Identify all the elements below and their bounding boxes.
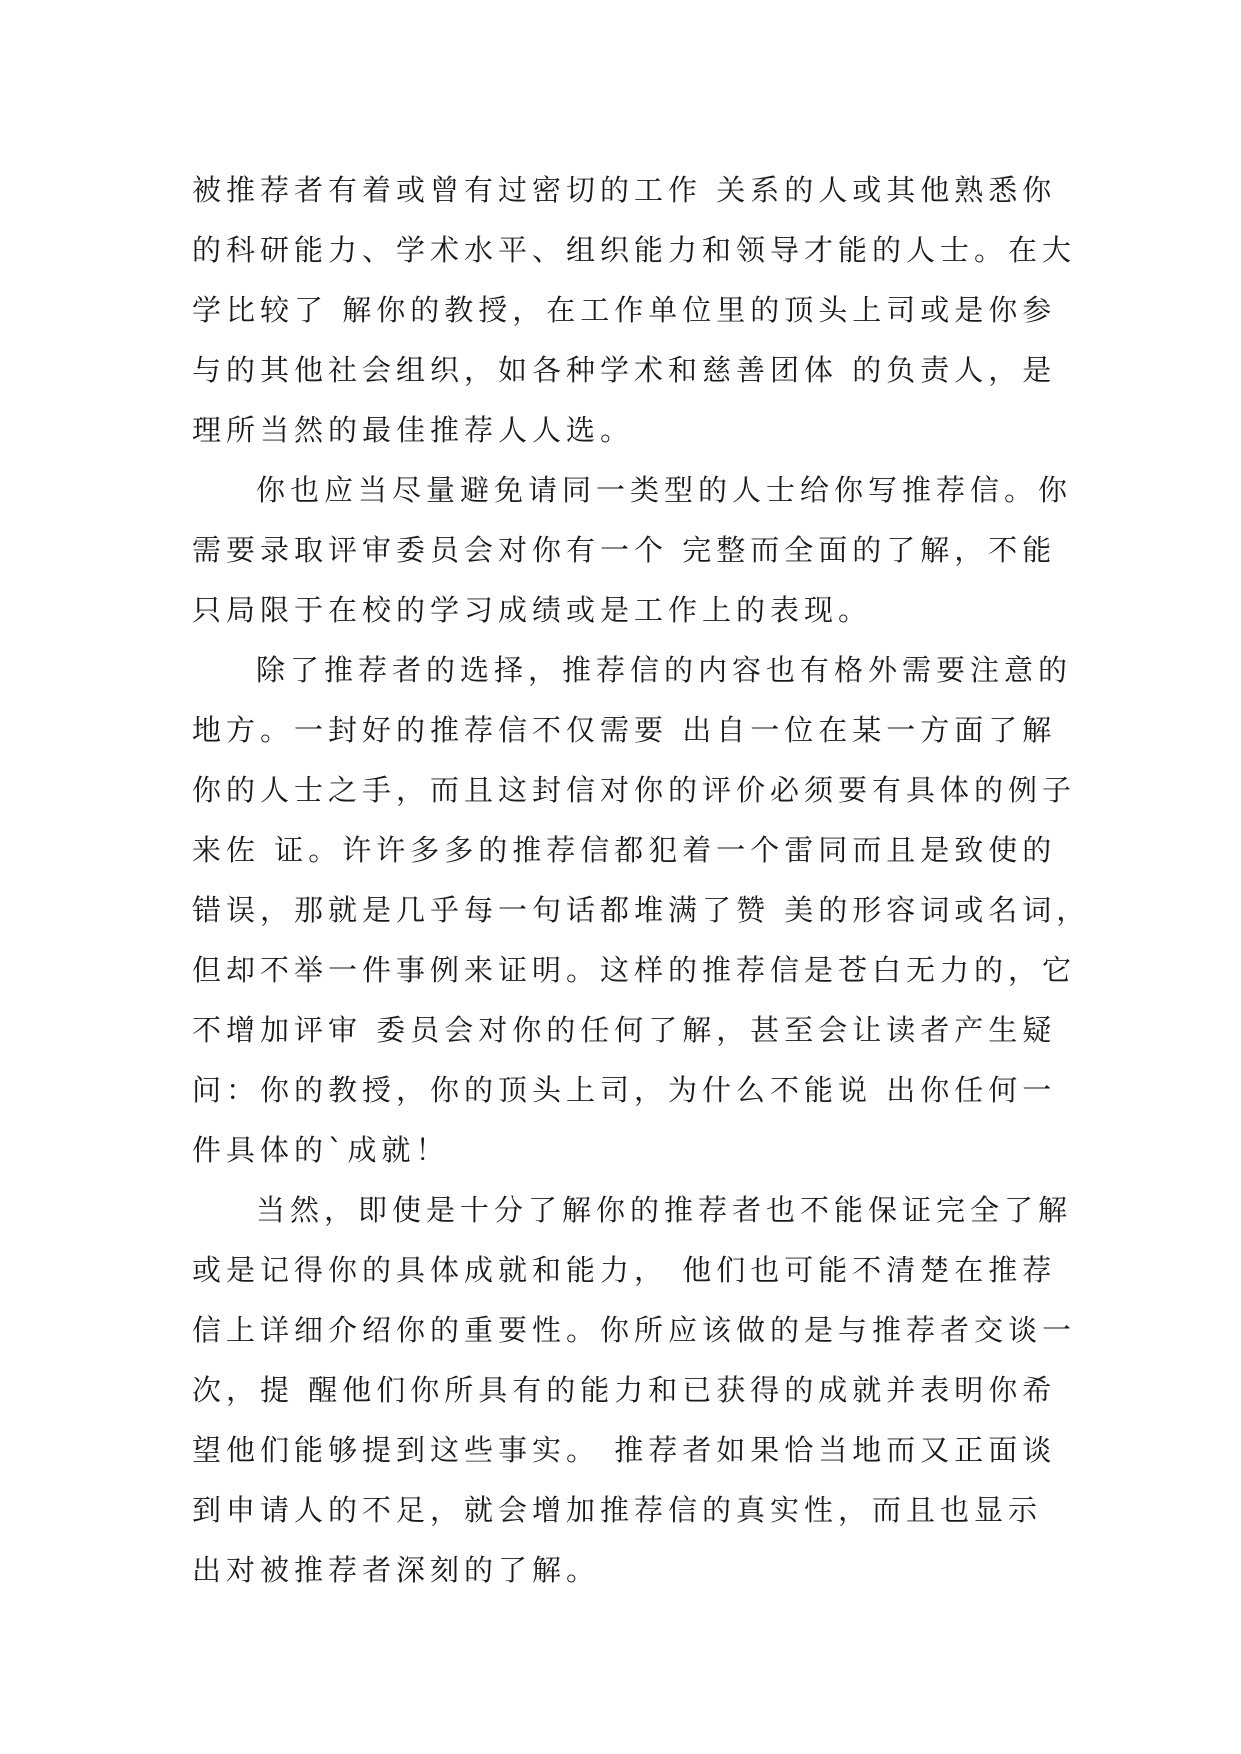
text-line: 的科研能力、学术水平、组织能力和领导才能的人士。在大 xyxy=(192,233,1077,267)
text-line: 出对被推荐者深刻的了解。 xyxy=(192,1553,601,1587)
text-line: 次，提 醒他们你所具有的能力和已获得的成就并表明你希 xyxy=(192,1373,1057,1407)
text-line: 理所当然的最佳推荐人人选。 xyxy=(192,413,635,447)
body-text xyxy=(192,160,1091,1600)
text-line: 错误，那就是几乎每一句话都堆满了赞 美的形容词或名词， xyxy=(192,893,1091,927)
text-line: 地方。一封好的推荐信不仅需要 出自一位在某一方面了解 xyxy=(192,713,1057,747)
text-line: 被推荐者有着或曾有过密切的工作 关系的人或其他熟悉你 xyxy=(192,173,1057,207)
text-line: 到申请人的不足，就会增加推荐信的真实性，而且也显示 xyxy=(192,1493,1043,1527)
text-line: 或是记得你的具体成就和能力， 他们也可能不清楚在推荐 xyxy=(192,1253,1057,1287)
text-line: 只局限于在校的学习成绩或是工作上的表现。 xyxy=(192,593,873,627)
text-line: 需要录取评审委员会对你有一个 完整而全面的了解，不能 xyxy=(192,533,1057,567)
text-line: 信上详细介绍你的重要性。你所应该做的是与推荐者交谈一 xyxy=(192,1313,1077,1347)
text-line: 不增加评审 委员会对你的任何了解，甚至会让读者产生疑 xyxy=(192,1013,1057,1047)
text-line: 件具体的`成就！ xyxy=(192,1133,450,1167)
paragraph-start-line: 除了推荐者的选择，推荐信的内容也有格外需要注意的 xyxy=(256,653,1073,687)
paragraph-start-line: 当然，即使是十分了解你的推荐者也不能保证完全了解 xyxy=(256,1193,1073,1227)
text-line: 学比较了 解你的教授，在工作单位里的顶头上司或是你参 xyxy=(192,293,1057,327)
text-line: 问：你的教授，你的顶头上司，为什么不能说 出你任何一 xyxy=(192,1073,1057,1107)
text-line: 但却不举一件事例来证明。这样的推荐信是苍白无力的，它 xyxy=(192,953,1077,987)
paragraph-start-line: 你也应当尽量避免请同一类型的人士给你写推荐信。你 xyxy=(256,473,1073,507)
text-line: 与的其他社会组织，如各种学术和慈善团体 的负责人，是 xyxy=(192,353,1057,387)
text-line: 望他们能够提到这些事实。 推荐者如果恰当地而又正面谈 xyxy=(192,1433,1057,1467)
text-line: 来佐 证。许许多多的推荐信都犯着一个雷同而且是致使的 xyxy=(192,833,1057,867)
text-line: 你的人士之手，而且这封信对你的评价必须要有具体的例子 xyxy=(192,773,1077,807)
